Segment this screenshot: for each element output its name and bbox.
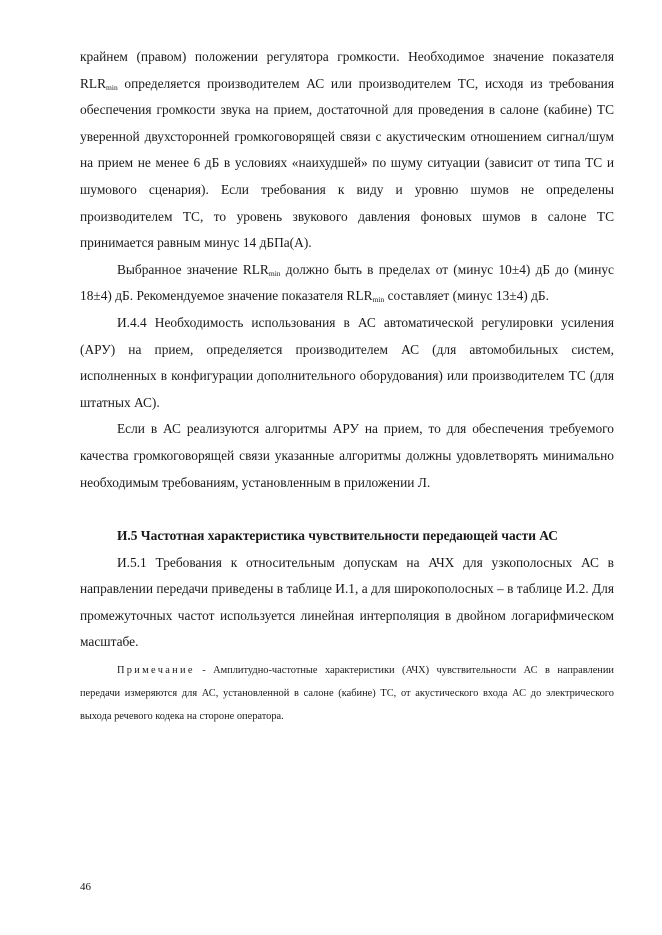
page-number: 46 bbox=[80, 881, 91, 893]
paragraph-agc-requirements: Если в АС реализуются алгоритмы АРУ на прием, то для обеспечения требуемого качества громкоговорящей связи указанные алгоритмы должны удовлетворять минимально необходимым требованиям, установленным в приложении Л. bbox=[80, 421, 614, 490]
paragraph-frequency-tolerances: И.5.1 Требования к относительным допускам на АЧХ для узкополосных АС в направлении передачи приведены в таблице И.1, а для широкополосных – в таблице И.2. Для промежуточных частот используется линейная интерполяция в двойном логарифмическом масштабе. bbox=[80, 554, 614, 650]
section-heading: И.5 Частотная характеристика чувствительности передающей части АС bbox=[117, 528, 558, 544]
paragraph-rlr-determination: крайнем (правом) положении регулятора громкости. Необходимое значение показателя $RLR_{min}$ определяется производителем АС или производителем ТС, исходя из требования обеспечения громкости звука на прием, достаточной для проведения в салоне (кабине) ТС уверенной двухсторонней громкоговорящей связи с акустическим отношением сигнал/шум на прием не менее 6 дБ в условиях «наихудшей» по шуму ситуации (зависит от типа ТС и шумового сценария). Если требования к виду и уровню шумов не определены производителем ТС, то уровень звукового давления фоновых шумов в салоне ТС принимается равным минус 14 дБПа(А). bbox=[80, 49, 614, 251]
page-content bbox=[80, 44, 614, 728]
paragraph-agc-necessity: И.4.4 Необходимость использования в АС автоматической регулировки усиления (АРУ) на прием, определяется производителем АС (для автомобильных систем, исполненных в конфигурации дополнительного оборудования) или производителем ТС (для штатных АС). bbox=[80, 314, 614, 410]
note-paragraph: Примечание - Амплитудно-частотные характеристики (АЧХ) чувствительности АС в направлении передачи измеряются для АС, установленной в салоне (кабине) ТС, от акустического входа АС до электрического выхода речевого кодека на стороне оператора. bbox=[80, 665, 614, 723]
paragraph-rlr-range: Выбранное значение $RLR_{min}$ должно быть в пределах от (минус 10±4) дБ до (минус 18±4) дБ. Рекомендуемое значение показателя $RLR_{min}$ составляет (минус 13±4) дБ. bbox=[80, 261, 615, 305]
note-label: Примечание bbox=[117, 665, 195, 677]
